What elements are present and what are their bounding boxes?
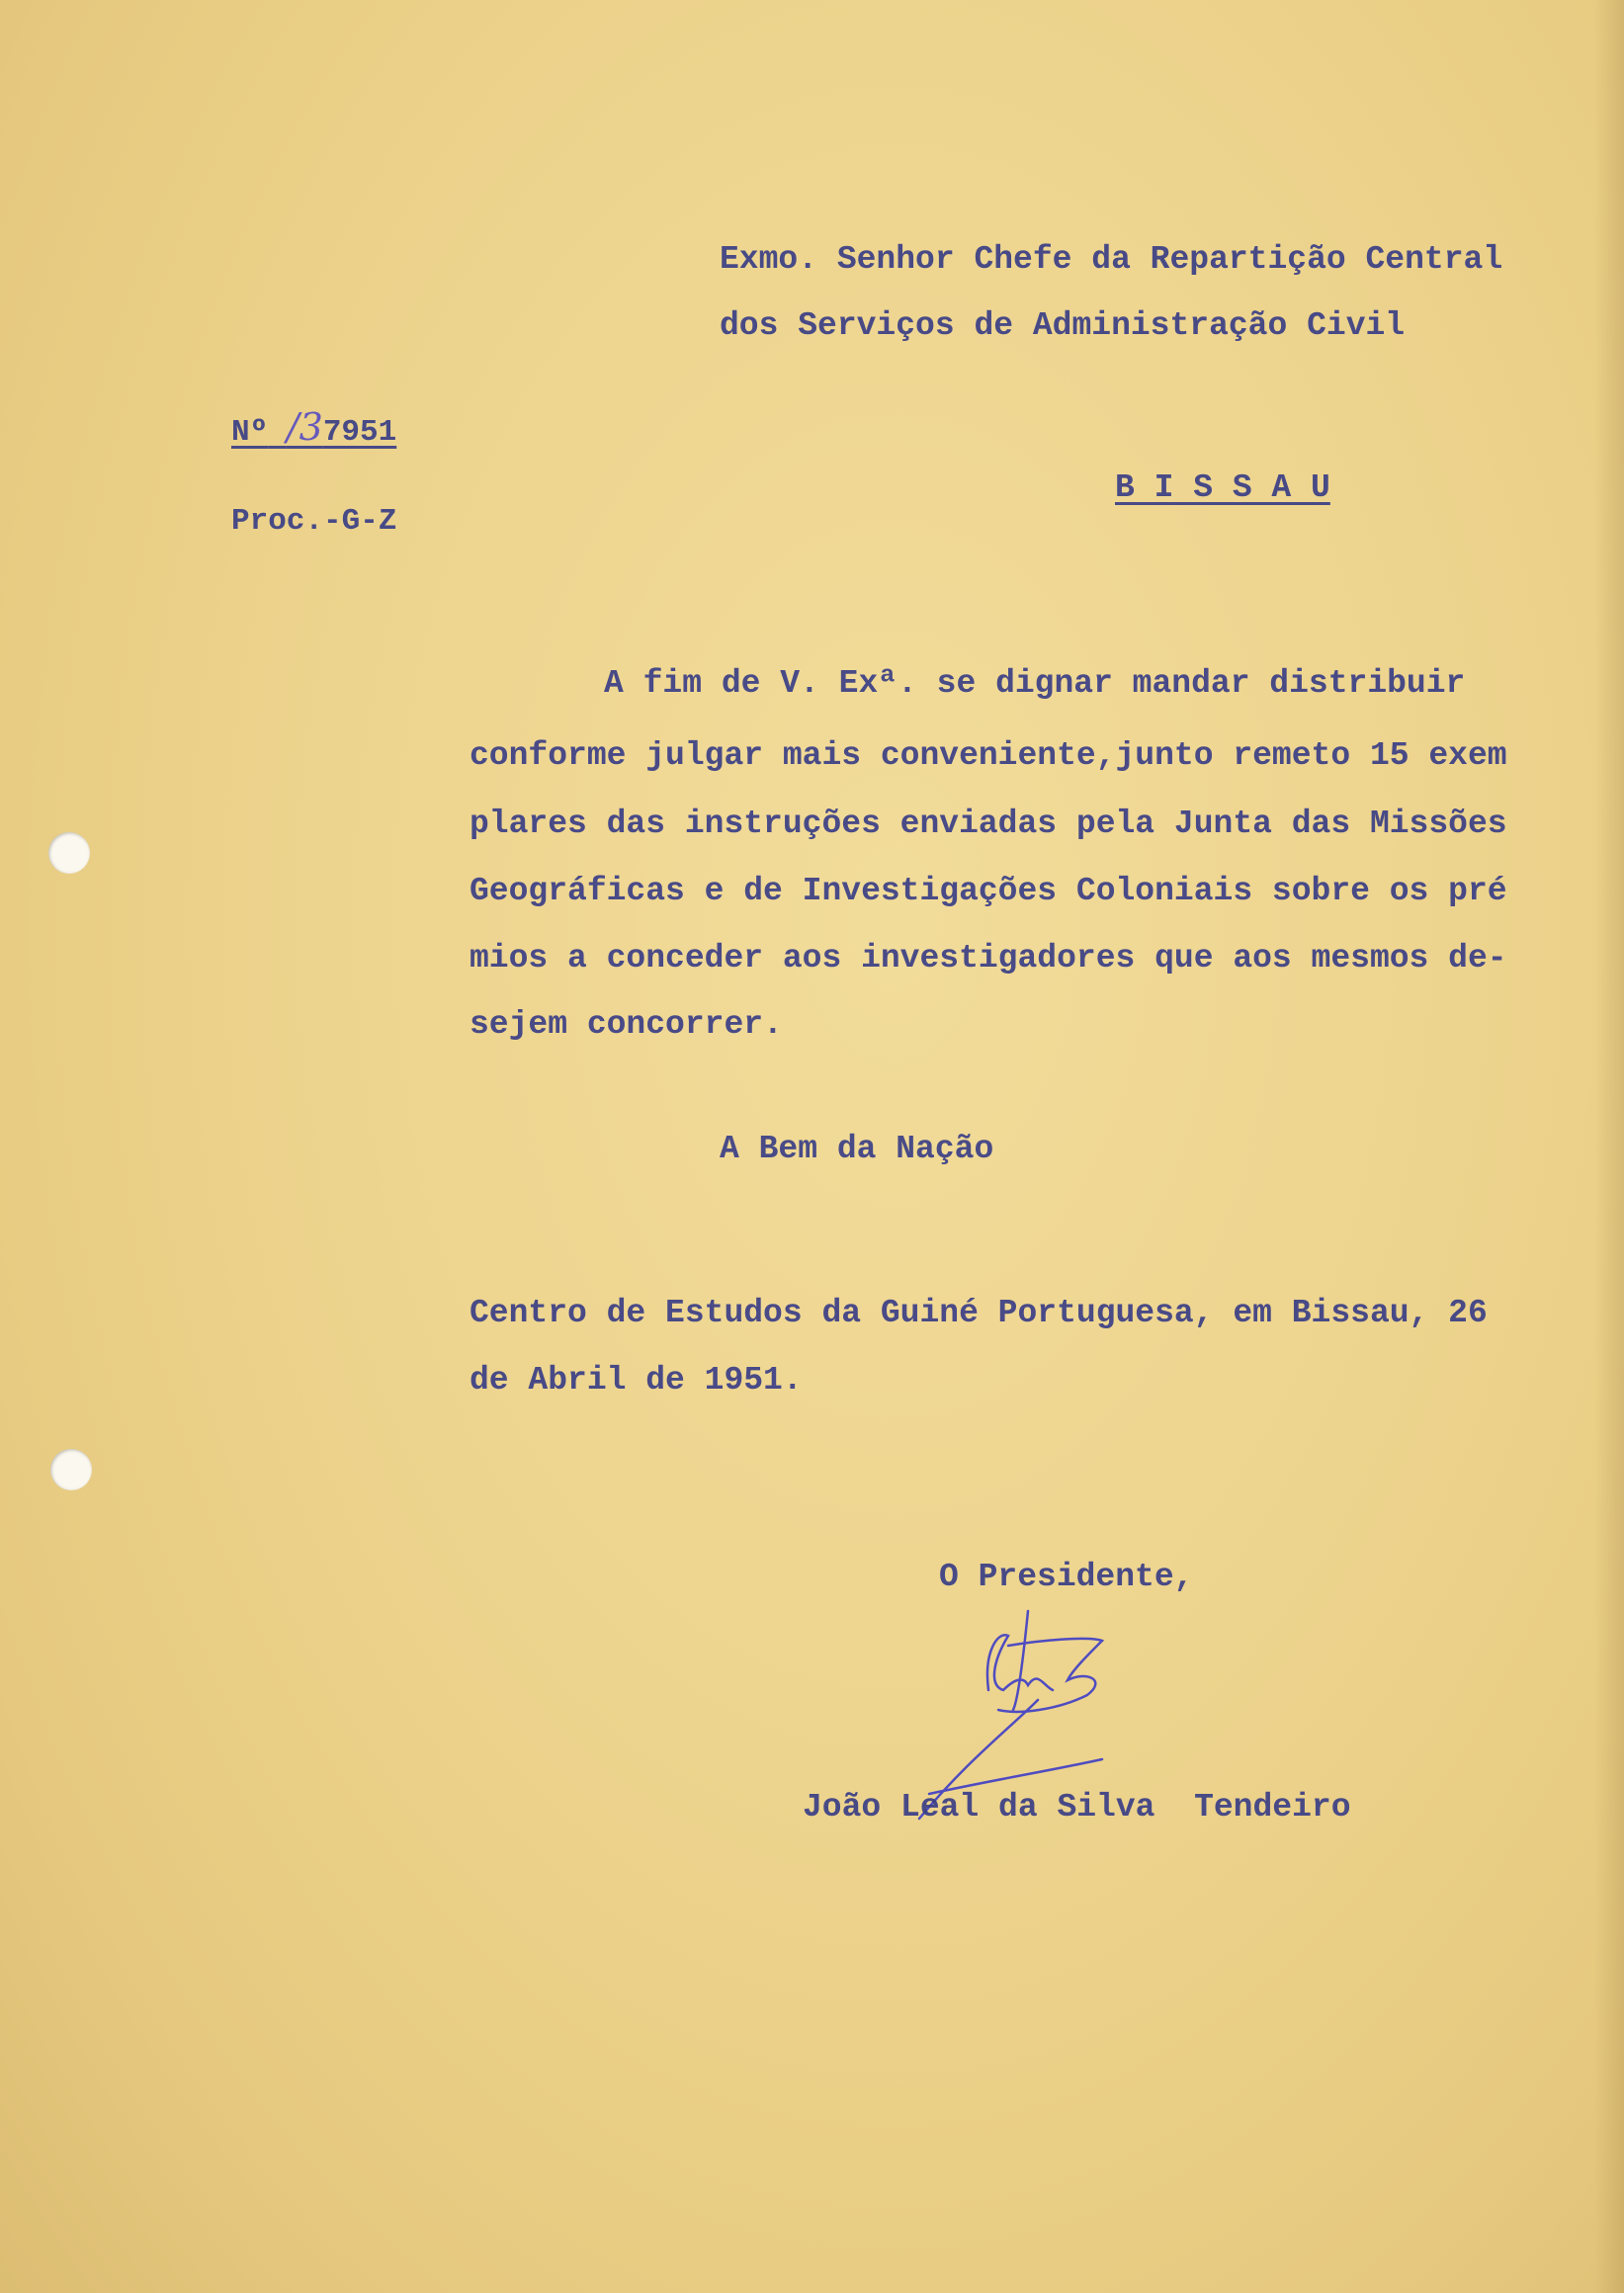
place-date-line-1: Centro de Estudos da Guiné Portuguesa, em Bissau, 26: [470, 1295, 1488, 1331]
addressee-line-1: Exmo. Senhor Chefe da Repartição Central: [720, 241, 1503, 278]
place-date-line-2: de Abril de 1951.: [470, 1362, 803, 1399]
number-prefix: Nº: [231, 415, 269, 450]
body-line: Geográficas e de Investigações Coloniais sobre os pré: [470, 873, 1507, 909]
process-code: Proc.-G-Z: [231, 504, 397, 539]
closing-salutation: A Bem da Nação: [720, 1131, 994, 1167]
body-line: mios a conceder aos investigadores que aos mesmos de-: [470, 940, 1507, 977]
handwritten-number: /3: [286, 405, 323, 449]
body-line: conforme julgar mais conveniente,junto remeto 15 exem: [470, 737, 1507, 774]
destination-city: B I S S A U: [1115, 469, 1330, 506]
body-line: sejem concorrer.: [470, 1006, 783, 1043]
signatory-name-part2: Tendeiro: [1194, 1789, 1351, 1826]
body-line: A fim de V. Exª. se dignar mandar distribuir: [604, 665, 1466, 702]
punch-hole: [48, 832, 90, 874]
punch-hole: [50, 1449, 92, 1490]
signatory-title: O Presidente,: [939, 1559, 1194, 1595]
reference-number: [231, 405, 397, 450]
signatory-name-part1: João Leal da Silva: [803, 1789, 1155, 1826]
page-edge-shadow: [1594, 0, 1624, 2293]
body-line: plares das instruções enviadas pela Junta das Missões: [470, 806, 1507, 842]
signatory-name: [803, 1791, 1351, 1824]
addressee-line-2: dos Serviços de Administração Civil: [720, 307, 1406, 344]
typed-number: 7951: [322, 415, 397, 450]
